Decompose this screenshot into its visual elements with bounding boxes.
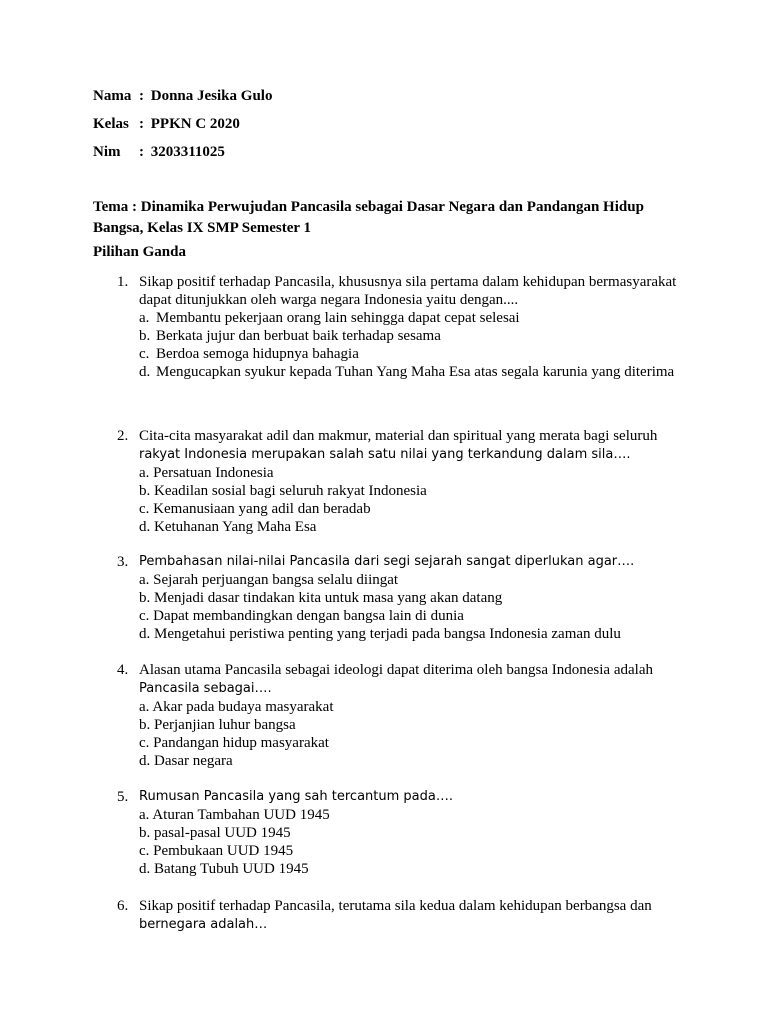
class-separator: :: [139, 116, 144, 132]
nim-label: Nim: [93, 144, 121, 160]
question-stem: [139, 553, 687, 571]
question-6: [117, 897, 687, 934]
name-separator: :: [139, 88, 144, 104]
question-2: [117, 427, 687, 536]
answer-option-a: a. Sejarah perjuangan bangsa selalu diingat: [139, 572, 399, 588]
option-letter: a.: [139, 310, 150, 326]
answer-option-b: [139, 327, 687, 345]
answer-option-b: b. Perjanjian luhur bangsa: [139, 717, 296, 733]
student-class: PPKN C 2020: [150, 116, 240, 132]
option-letter: d.: [139, 364, 151, 380]
question-stem-text-cont: rakyat Indonesia merupakan salah satu nilai yang terkandung dalam sila….: [139, 447, 631, 462]
answer-option-b: b. Keadilan sosial bagi seluruh rakyat Indonesia: [139, 483, 427, 499]
question-stem: [139, 661, 687, 698]
answer-options: [139, 309, 687, 381]
question-stem-text: Cita-cita masyarakat adil dan makmur, material dan spiritual yang merata bagi seluruh: [139, 428, 658, 444]
student-name: Donna Jesika Gulo: [150, 88, 273, 104]
answer-option-d: [139, 363, 687, 381]
answer-option-b: b. pasal-pasal UUD 1945: [139, 825, 291, 841]
question-number: 4.: [117, 662, 129, 678]
answer-options: [139, 698, 687, 770]
option-letter: c.: [139, 346, 150, 362]
student-nim: 3203311025: [150, 144, 225, 160]
question-stem-text-cont: bernegara adalah…: [139, 917, 268, 932]
answer-option-d: d. Ketuhanan Yang Maha Esa: [139, 519, 317, 535]
question-stem: [139, 897, 687, 934]
question-1: [117, 273, 687, 381]
question-stem-text: Rumusan Pancasila yang sah tercantum pada….: [139, 789, 453, 804]
option-text: Berdoa semoga hidupnya bahagia: [156, 346, 359, 362]
option-text: Membantu pekerjaan orang lain sehingga dapat cepat selesai: [156, 310, 520, 326]
answer-option-a: a. Aturan Tambahan UUD 1945: [139, 807, 330, 823]
answer-option-b: b. Menjadi dasar tindakan kita untuk masa yang akan datang: [139, 590, 503, 606]
question-stem: [139, 273, 687, 309]
option-text: Mengucapkan syukur kepada Tuhan Yang Maha Esa atas segala karunia yang diterima: [156, 364, 675, 380]
answer-options: [139, 464, 687, 536]
answer-option-c: [139, 345, 687, 363]
nim-separator: :: [139, 144, 144, 160]
answer-option-d: d. Mengetahui peristiwa penting yang terjadi pada bangsa Indonesia zaman dulu: [139, 626, 621, 642]
question-number: 6.: [117, 898, 129, 914]
answer-option-c: c. Kemanusiaan yang adil dan beradab: [139, 501, 371, 517]
class-label: Kelas: [93, 116, 129, 132]
option-letter: b.: [139, 328, 151, 344]
question-number: 2.: [117, 428, 129, 444]
answer-option-c: c. Dapat membandingkan dengan bangsa lain di dunia: [139, 608, 464, 624]
question-stem: [139, 788, 687, 806]
question-number: 1.: [117, 274, 129, 290]
question-stem-text: Alasan utama Pancasila sebagai ideologi dapat diterima oleh bangsa Indonesia adalah: [139, 662, 653, 678]
question-stem: [139, 427, 687, 464]
section-title: Pilihan Ganda: [93, 244, 186, 260]
question-5: [117, 788, 687, 878]
question-4: [117, 661, 687, 770]
answer-option-a: a. Persatuan Indonesia: [139, 465, 274, 481]
question-number: 3.: [117, 554, 129, 570]
answer-option-d: d. Dasar negara: [139, 753, 233, 769]
answer-option-c: c. Pembukaan UUD 1945: [139, 843, 294, 859]
question-stem-text: Pembahasan nilai-nilai Pancasila dari segi sejarah sangat diperlukan agar….: [139, 554, 635, 569]
student-nim-row: [93, 144, 225, 161]
answer-options: [139, 571, 687, 643]
theme-heading: Tema : Dinamika Perwujudan Pancasila sebagai Dasar Negara dan Pandangan Hidup Bangsa, Kelas IX SMP Semester 1: [93, 199, 644, 236]
question-stem-text: Sikap positif terhadap Pancasila, khususnya sila pertama dalam kehidupan bermasyarakat dapat ditunjukkan oleh warga negara Indonesia yaitu dengan....: [139, 274, 677, 308]
question-number: 5.: [117, 789, 129, 805]
question-stem-text-cont: Pancasila sebagai….: [139, 681, 272, 696]
question-stem-text: Sikap positif terhadap Pancasila, terutama sila kedua dalam kehidupan berbangsa dan: [139, 898, 652, 914]
answer-option-a: [139, 309, 687, 327]
name-label: Nama: [93, 88, 132, 104]
answer-option-c: c. Pandangan hidup masyarakat: [139, 735, 329, 751]
option-text: Berkata jujur dan berbuat baik terhadap sesama: [156, 328, 441, 344]
answer-option-d: d. Batang Tubuh UUD 1945: [139, 861, 309, 877]
student-name-row: [93, 88, 272, 105]
student-class-row: [93, 116, 240, 133]
answer-options: [139, 806, 687, 878]
question-3: [117, 553, 687, 643]
answer-option-a: a. Akar pada budaya masyarakat: [139, 699, 334, 715]
